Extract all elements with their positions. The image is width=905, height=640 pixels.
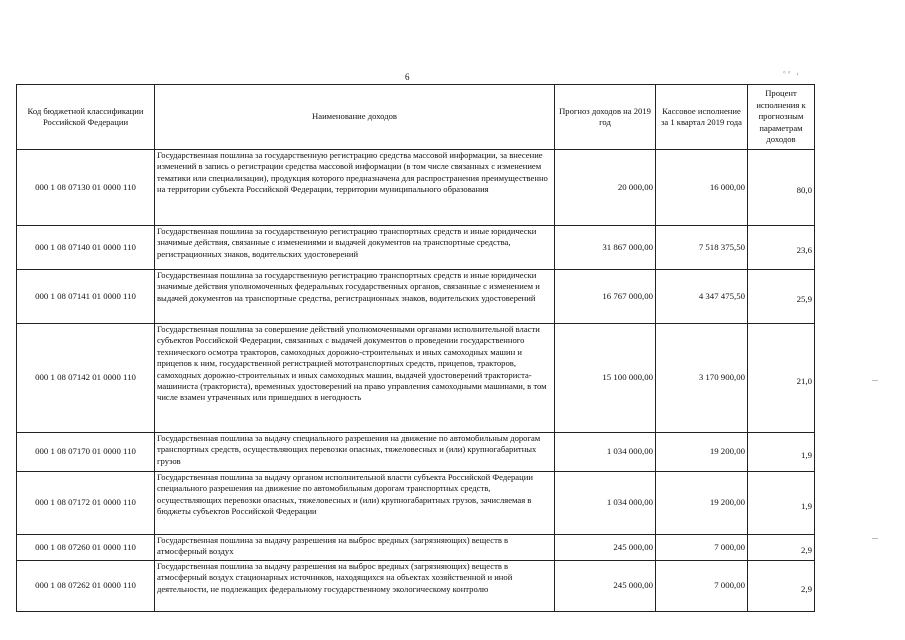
table-row [17,561,815,612]
row-name: Государственная пошлина за выдачу специального разрешения на движение по автомобильным дорогам транспортных средств, осуществляющих перевозки опасных, тяжеловесных и (или) крупногабаритных грузов [155,433,555,472]
row-name: Государственная пошлина за выдачу разрешения на выброс вредных (загрязняющих) веществ в атмосферный воздух [155,535,555,561]
table-row [17,535,815,561]
row-code: 000 1 08 07262 01 0000 110 [17,561,155,612]
row-percent: 80,0 [748,150,815,226]
row-name: Государственная пошлина за государственную регистрацию транспортных средств и иные юридически значимые действия, связанные с изменениями и выдачей документов на транспортные средства, регистрационных знаков, водительских удостоверений [155,226,555,270]
header-execution: Кассовое исполнение за 1 квартал 2019 года [656,85,748,150]
row-execution: 7 000,00 [656,535,748,561]
row-execution: 19 200,00 [656,472,748,535]
row-code: 000 1 08 07140 01 0000 110 [17,226,155,270]
table-row [17,226,815,270]
header-percent: Процент исполнения к прогнозным параметрам доходов [748,85,815,150]
row-forecast: 16 767 000,00 [555,270,656,324]
row-name: Государственная пошлина за совершение действий уполномоченными органами исполнительной власти субъектов Российской Федерации, связанных с выдачей документов о проведении государственного технического осмотра тракторов, самоходных дорожно-строительных и иных самоходных машин и прицепов к ним, государственной регистрацией мототранспортных средств, прицепов, тракторов, самоходных дорожно-строительных и иных самоходных машин, выдачей удостоверений тракториста-машиниста (тракториста), временных удостоверений на право управления самоходными машинами, в том числе взамен утраченных или пришедших в негодность [155,324,555,433]
row-percent: 21,0 [748,324,815,433]
row-percent: 23,6 [748,226,815,270]
scan-edge-mark [872,380,878,381]
row-execution: 19 200,00 [656,433,748,472]
table-row [17,433,815,472]
row-execution: 7 000,00 [656,561,748,612]
row-code: 000 1 08 07260 01 0000 110 [17,535,155,561]
row-percent: 2,9 [748,561,815,612]
row-name: Государственная пошлина за государственную регистрацию средства массовой информации, за внесение изменений в запись о регистрации средства массовой информации (в том числе связанных с изменением тематики или специализации), продукция которого предназначена для распространения преимущественно на территории субъекта Российской Федерации, территории муниципального образования [155,150,555,226]
row-execution: 3 170 900,00 [656,324,748,433]
row-forecast: 245 000,00 [555,561,656,612]
row-forecast: 1 034 000,00 [555,472,656,535]
row-percent: 1,9 [748,472,815,535]
row-forecast: 245 000,00 [555,535,656,561]
header-forecast: Прогноз доходов на 2019 год [555,85,656,150]
row-code: 000 1 08 07130 01 0000 110 [17,150,155,226]
header-name: Наименование доходов [155,85,555,150]
row-forecast: 20 000,00 [555,150,656,226]
table-header-row [17,85,815,150]
table-row [17,472,815,535]
row-code: 000 1 08 07142 01 0000 110 [17,324,155,433]
table-row [17,324,815,433]
row-percent: 2,9 [748,535,815,561]
row-execution: 7 518 375,50 [656,226,748,270]
row-name: Государственная пошлина за выдачу органом исполнительной власти субъекта Российской Федерации специального разрешения на движение по автомобильным дорогам транспортных средств, осуществляющих перевозки опасных, тяжеловесных и (или) крупногабаритных грузов, зачисляемая в бюджеты субъектов Российской Федерации [155,472,555,535]
row-execution: 16 000,00 [656,150,748,226]
revenue-table [16,84,815,612]
row-forecast: 15 100 000,00 [555,324,656,433]
table-row [17,150,815,226]
row-name: Государственная пошлина за государственную регистрацию транспортных средств и иные юридически значимые действия уполномоченных федеральных государственных органов, связанные с изменением и выдачей документов на транспортные средства, регистрационных знаков, водительских удостоверений [155,270,555,324]
scan-edge-mark [872,538,878,539]
row-code: 000 1 08 07141 01 0000 110 [17,270,155,324]
row-execution: 4 347 475,50 [656,270,748,324]
row-forecast: 31 867 000,00 [555,226,656,270]
table-row [17,270,815,324]
row-forecast: 1 034 000,00 [555,433,656,472]
header-code: Код бюджетной классификации Российской Федерации [17,85,155,150]
row-code: 000 1 08 07170 01 0000 110 [17,433,155,472]
row-percent: 1,9 [748,433,815,472]
row-code: 000 1 08 07172 01 0000 110 [17,472,155,535]
row-percent: 25,9 [748,270,815,324]
row-name: Государственная пошлина за выдачу разрешения на выброс вредных (загрязняющих) веществ в атмосферный воздух стационарных источников, находящихся на объектах хозяйственной и иной деятельности, не подлежащих федеральному государственному экологическому контролю [155,561,555,612]
corner-mark: °° ‹ [783,70,801,78]
page-number: 6 [405,72,410,82]
